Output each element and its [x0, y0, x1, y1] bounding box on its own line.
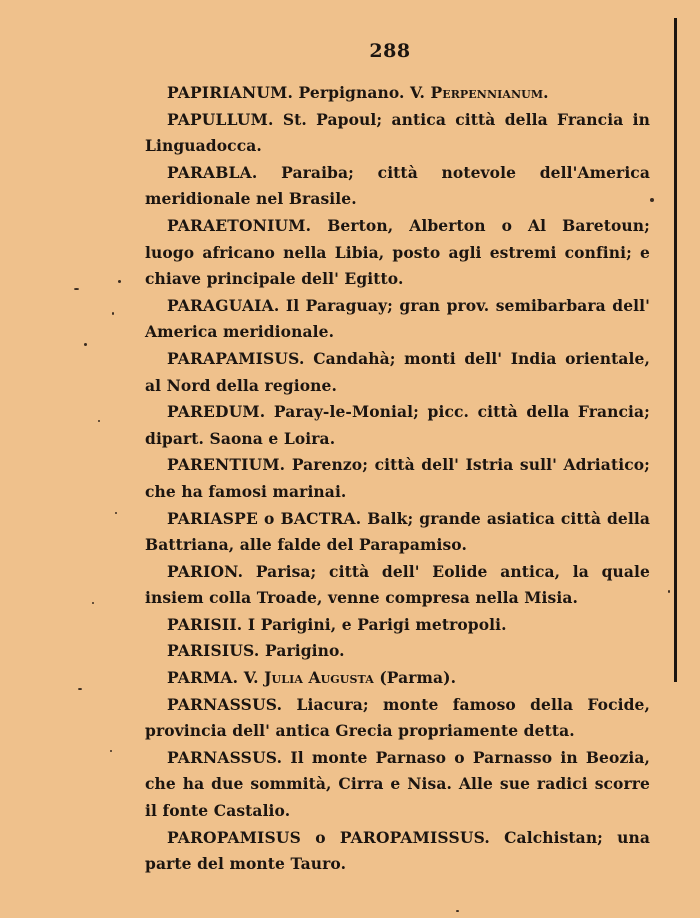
scan-speck [110, 750, 112, 752]
entry-papirianum [145, 80, 650, 107]
scan-speck [92, 602, 94, 604]
scan-speck [98, 420, 100, 422]
entry-headword: PARAGUAIA. [167, 295, 280, 315]
entry-definition: Calchistan; una parte del monte Tauro. [145, 827, 650, 874]
entry-definition: Balk; grande asiatica città della Battriana, alle falde del Parapamiso. [145, 508, 650, 555]
entry-parentium [145, 452, 650, 505]
entry-definition: Parisa; città dell' Eolide antica, la quale insiem colla Troade, venne compresa nella Misia. [145, 561, 650, 608]
entry-paredum [145, 399, 650, 452]
entry-headword: PARNASSUS. [167, 747, 283, 767]
entry-headword: PARISII. [167, 614, 243, 634]
entry-parabla [145, 160, 650, 213]
scan-speck [74, 288, 79, 290]
scan-speck [115, 512, 117, 514]
entry-parisii [145, 612, 650, 639]
entry-headword: PARISIUS. [167, 641, 260, 661]
scan-speck [456, 910, 459, 912]
entry-headword: PARION. [167, 561, 244, 581]
scan-speck [84, 343, 87, 346]
entry-parapamisus [145, 346, 650, 399]
scan-speck [650, 198, 654, 202]
entry-parisius [145, 638, 650, 665]
entry-definition: Il Paraguay; gran prov. semibarbara dell' America meridionale. [145, 295, 650, 342]
entry-headword: PARENTIUM. [167, 455, 286, 475]
entry-parnassus-2 [145, 745, 650, 825]
entry-definition: Paray-le-Monial; picc. città della Francia; dipart. Saona e Loira. [145, 402, 650, 448]
entry-definition: V. [238, 668, 265, 688]
entry-cross-reference: Julia Augusta [264, 668, 374, 688]
entry-headword: PAROPAMISUS o PAROPAMISSUS. [167, 827, 491, 847]
scan-speck [668, 590, 670, 593]
entry-headword: PARMA. [167, 668, 239, 688]
entry-pariaspe [145, 506, 650, 559]
entry-paropamisus [145, 825, 650, 878]
entry-definition: Parenzo; città dell' Istria sull' Adriatico; che ha famosi marinai. [145, 455, 650, 501]
entry-headword: PAREDUM. [167, 402, 266, 422]
margin-rule [674, 18, 677, 682]
entry-parion [145, 559, 650, 612]
entry-definition: I Parigini, e Parigi metropoli. [242, 614, 507, 634]
entry-definition: Candahà; monti dell' India orientale, al Nord della regione. [145, 348, 650, 395]
entry-parnassus-1 [145, 692, 650, 745]
entry-definition: Liacura; monte famoso della Focide, provincia dell' antica Grecia propriamente detta. [145, 694, 650, 741]
scan-speck [112, 312, 114, 315]
entry-paraguaia [145, 293, 650, 346]
entry-paraetonium [145, 213, 650, 293]
entry-definition: Parigino. [259, 641, 345, 661]
entry-definition: Perpignano. V. [293, 83, 431, 102]
entry-headword: PARAPAMISUS. [167, 348, 305, 368]
entry-headword: PARNASSUS. [167, 694, 283, 714]
entry-headword: PARIASPE o BACTRA. [167, 508, 362, 528]
entry-definition: St. Papoul; antica città della Francia in Linguadocca. [145, 109, 650, 156]
entry-headword: PARABLA. [167, 162, 258, 182]
entry-definition-tail: (Parma). [373, 668, 457, 688]
entry-definition: Berton, Alberton o Al Baretoun; luogo africano nella Libia, posto agli estremi confini; e chiave principale dell' Egitto. [145, 215, 650, 289]
entry-definition: Il monte Parnaso o Parnasso in Beozia, che ha due sommità, Cirra e Nisa. Alle sue radici scorre il fonte Castalio. [145, 747, 650, 821]
entry-headword: PARAETONIUM. [167, 215, 312, 235]
page-number: 288 [369, 40, 411, 62]
entry-parma [145, 665, 650, 692]
entry-headword: PAPULLUM. [167, 109, 274, 129]
dictionary-entries [145, 80, 650, 878]
entry-papullum [145, 107, 650, 160]
scan-speck [118, 280, 121, 283]
entry-definition: Paraiba; città notevole dell'America meridionale nel Brasile. [145, 162, 650, 209]
entry-cross-reference: Perpennianum [430, 83, 544, 102]
entry-definition-tail: . [543, 83, 549, 102]
scan-speck [78, 688, 82, 690]
entry-headword: PAPIRIANUM. [167, 83, 294, 102]
